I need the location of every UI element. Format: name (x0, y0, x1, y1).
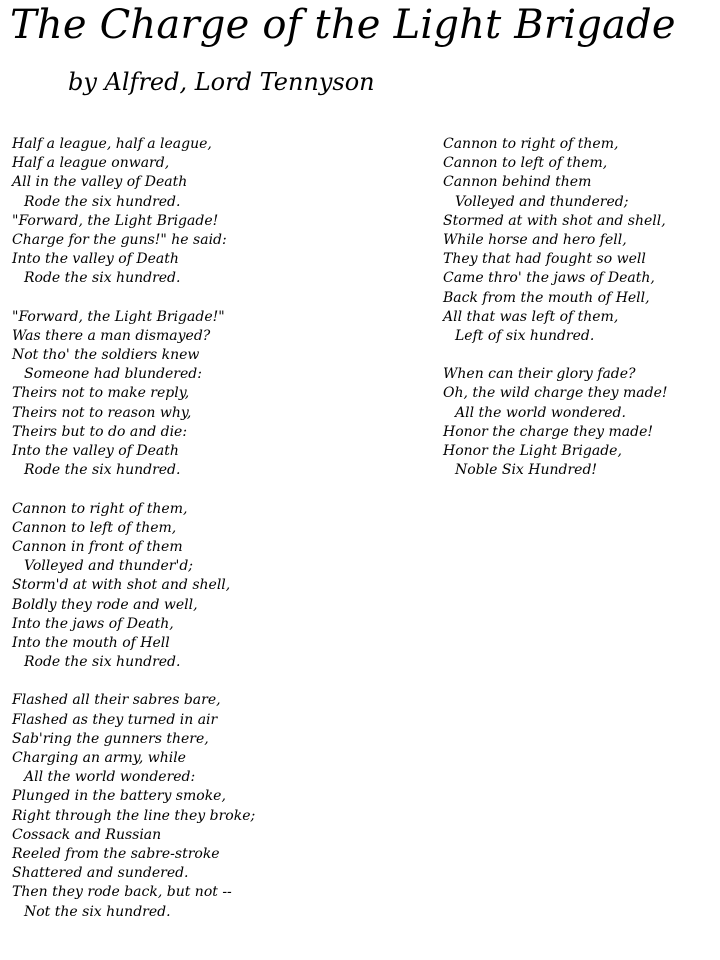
poem-line: While horse and hero fell, (443, 231, 627, 248)
poem-line: Not tho' the soldiers knew (12, 347, 200, 364)
poem-line: Cannon to left of them, (12, 519, 177, 536)
poem-line: Rode the six hundred. (24, 654, 181, 671)
poem-line: Rode the six hundred. (24, 270, 181, 287)
poem-column-right (443, 135, 715, 500)
stanza-1 (12, 135, 412, 289)
poem-line: Right through the line they broke; (12, 807, 256, 824)
poem-line: When can their glory fade? (443, 366, 636, 383)
poem-line: All the world wondered: (24, 769, 196, 786)
poem-line: Flashed as they turned in air (12, 711, 218, 728)
stanza-2 (12, 308, 412, 481)
poem-line: Cossack and Russian (12, 826, 162, 843)
poem-line: Boldly they rode and well, (12, 596, 198, 613)
poem-line: Theirs not to reason why, (12, 404, 192, 421)
poem-line: Charge for the guns!" he said: (12, 231, 227, 248)
poem-line: Cannon behind them (443, 174, 592, 191)
poem-line: All that was left of them, (443, 308, 619, 325)
poem-line: Flashed all their sabres bare, (12, 692, 221, 709)
stanza-6 (443, 365, 715, 480)
poem-line: They that had fought so well (443, 251, 646, 268)
poem-line: Into the valley of Death (12, 443, 179, 459)
poem-line: Cannon to right of them, (443, 136, 619, 152)
poem-title: The Charge of the Light Brigade (10, 2, 676, 48)
poem-byline: by Alfred, Lord Tennyson (68, 68, 375, 96)
stanza-5 (443, 135, 715, 346)
poem-line: Cannon to right of them, (12, 500, 188, 517)
poem-line: Half a league, half a league, (12, 136, 212, 152)
poem-line: Into the jaws of Death, (12, 615, 174, 632)
poem-line: "Forward, the Light Brigade!" (12, 308, 225, 325)
poem-line: Rode the six hundred. (24, 462, 181, 479)
poem-line: Sab'ring the gunners there, (12, 730, 209, 747)
poem-line: Charging an army, while (12, 750, 186, 766)
poem-line: Rode the six hundred. (24, 193, 181, 210)
poem-line: Theirs not to make reply, (12, 385, 190, 402)
stanza-3 (12, 500, 412, 673)
poem-line: "Forward, the Light Brigade! (12, 212, 219, 229)
poem-line: Plunged in the battery smoke, (12, 788, 226, 805)
poem-line: Cannon in front of them (12, 538, 183, 555)
poem-line: Not the six hundred. (24, 903, 171, 920)
poem-line: Half a league onward, (12, 155, 170, 172)
poem-line: Left of six hundred. (455, 327, 595, 344)
poem-line: Into the mouth of Hell (12, 634, 170, 651)
poem-line: All in the valley of Death (12, 174, 188, 191)
poem-line: Shattered and sundered. (12, 865, 189, 882)
stanza-4 (12, 691, 412, 921)
poem-column-left (12, 135, 412, 941)
poem-line: Volleyed and thundered; (455, 193, 629, 210)
poem-line: Was there a man dismayed? (12, 327, 211, 344)
poem-line: Then they rode back, but not -- (12, 884, 232, 901)
poem-line: Came thro' the jaws of Death, (443, 270, 655, 287)
poem-line: Honor the Light Brigade, (443, 443, 622, 459)
poem-line: Volleyed and thunder'd; (24, 558, 194, 575)
poem-line: Someone had blundered: (24, 366, 202, 383)
poem-line: Theirs but to do and die: (12, 423, 188, 440)
poem-line: Back from the mouth of Hell, (443, 289, 650, 306)
poem-line: Cannon to left of them, (443, 155, 608, 172)
poem-line: Stormed at with shot and shell, (443, 212, 666, 229)
poem-line: Storm'd at with shot and shell, (12, 577, 231, 594)
poem-line: Reeled from the sabre-stroke (12, 845, 220, 862)
poem-line: Honor the charge they made! (443, 423, 653, 440)
poem-line: Into the valley of Death (12, 251, 179, 268)
poem-line: Noble Six Hundred! (455, 462, 598, 479)
poem-line: Oh, the wild charge they made! (443, 385, 668, 402)
poem-line: All the world wondered. (455, 404, 626, 421)
